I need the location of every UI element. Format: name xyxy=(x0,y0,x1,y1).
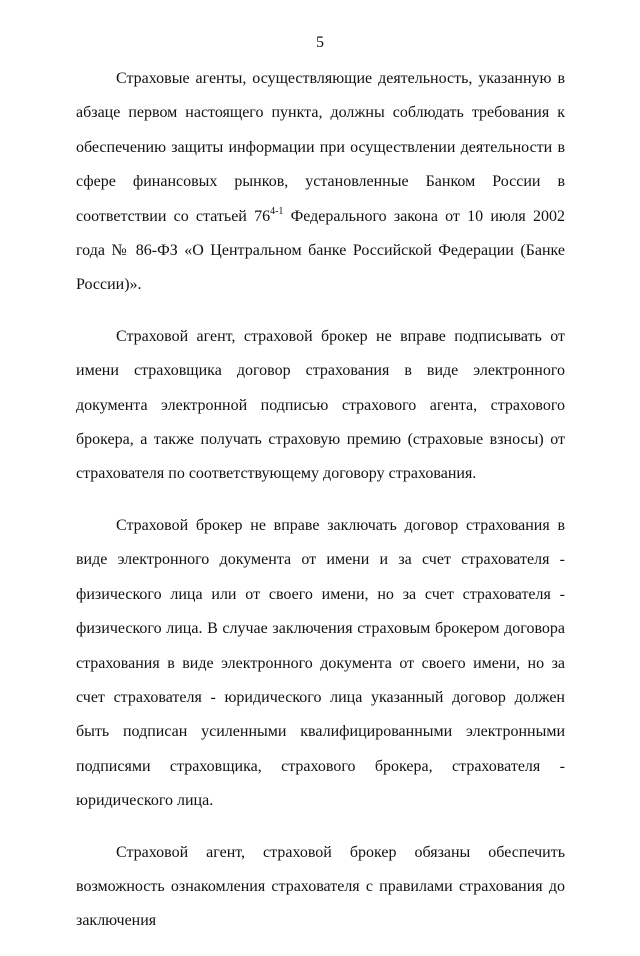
paragraph-2: Страховой агент, страховой брокер не вправе подписывать от имени страховщика договор страхования в виде электронного документа электронной подписью страхового агента, страхового брокера, а также получать страховую премию (страховые взносы) от страхователя по соответствующему договору страхования. xyxy=(76,327,565,483)
page-number: 5 xyxy=(316,34,324,51)
paragraph-1-text: Страховые агенты, осуществляющие деятельность, указанную в абзаце первом настоящего пункта, должны соблюдать требования к обеспечению защиты информации при осуществлении деятельности в сфере финансовых рынков, установленные Банком России в соответствии со статьей 76 xyxy=(76,70,565,225)
paragraph-4: Страховой агент, страховой брокер обязаны обеспечить возможность ознакомления страхователя с правилами страхования до заключения xyxy=(76,843,565,930)
paragraph-1-text-cont: Федерального закона от 10 июля 2002 года № 86-ФЗ «О Центральном банке Российской Федерации (Банке России)». xyxy=(76,207,566,294)
paragraph-3: Страховой брокер не вправе заключать договор страхования в виде электронного документа от имени и за счет страхователя - физического лица или от своего имени, но за счет страхователя - физического лица. В случае заключения страховым брокером договора страхования в виде электронного документа от своего имени, но за счет страхователя - юридического лица указанный договор должен быть подписан усиленными квалифицированными электронными подписями страховщика, страхового брокера, страхователя - юридического лица. xyxy=(76,516,565,810)
document-body xyxy=(76,62,565,956)
paragraph-1 xyxy=(76,62,565,303)
article-superscript: 4-1 xyxy=(270,205,284,217)
